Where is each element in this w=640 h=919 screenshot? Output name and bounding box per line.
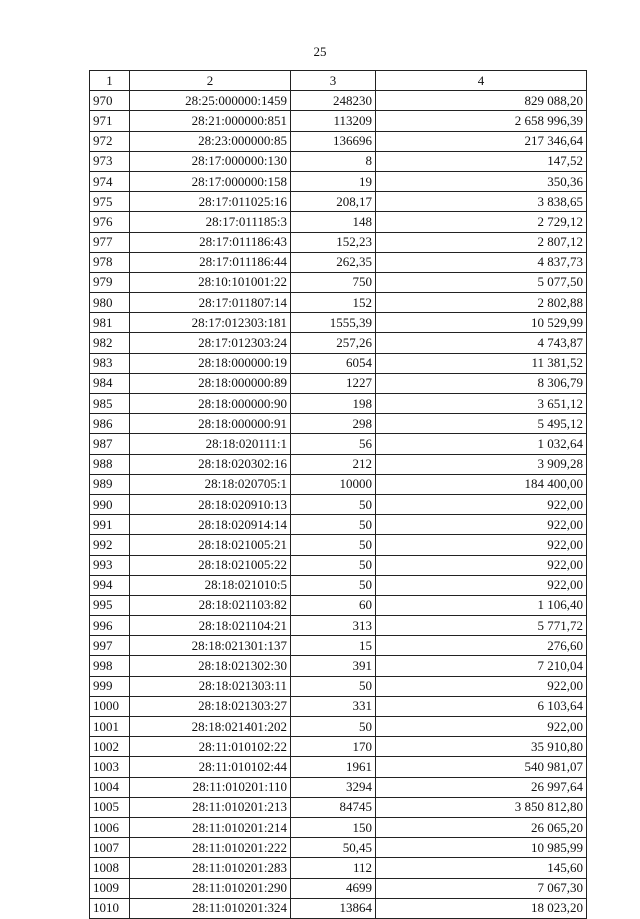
- row-number: 1004: [90, 777, 130, 797]
- table-row: [90, 474, 587, 494]
- area-value: 208,17: [291, 192, 376, 212]
- area-value: 4699: [291, 878, 376, 898]
- table-header-row: [90, 71, 587, 91]
- table-row: [90, 676, 587, 696]
- area-value: 56: [291, 434, 376, 454]
- table-row: [90, 898, 587, 918]
- amount-value: 3 850 812,80: [376, 797, 587, 817]
- row-number: 975: [90, 192, 130, 212]
- table-row: [90, 717, 587, 737]
- row-number: 973: [90, 151, 130, 171]
- amount-value: 2 807,12: [376, 232, 587, 252]
- amount-value: 922,00: [376, 676, 587, 696]
- table-row: [90, 91, 587, 111]
- table-row: [90, 313, 587, 333]
- cadastral-number: 28:18:020705:1: [130, 474, 291, 494]
- amount-value: 35 910,80: [376, 737, 587, 757]
- cadastral-number: 28:18:021005:21: [130, 535, 291, 555]
- cadastral-number: 28:17:012303:24: [130, 333, 291, 353]
- amount-value: 4 837,73: [376, 252, 587, 272]
- row-number: 996: [90, 616, 130, 636]
- area-value: 1555,39: [291, 313, 376, 333]
- row-number: 972: [90, 131, 130, 151]
- row-number: 1003: [90, 757, 130, 777]
- area-value: 113209: [291, 111, 376, 131]
- cadastral-number: 28:17:000000:130: [130, 151, 291, 171]
- amount-value: 922,00: [376, 717, 587, 737]
- table-row: [90, 434, 587, 454]
- cadastral-number: 28:11:010201:213: [130, 797, 291, 817]
- cadastral-number: 28:18:021302:30: [130, 656, 291, 676]
- cadastral-number: 28:11:010201:222: [130, 838, 291, 858]
- row-number: 981: [90, 313, 130, 333]
- amount-value: 7 210,04: [376, 656, 587, 676]
- area-value: 150: [291, 817, 376, 837]
- area-value: 3294: [291, 777, 376, 797]
- row-number: 989: [90, 474, 130, 494]
- cadastral-number: 28:25:000000:1459: [130, 91, 291, 111]
- amount-value: 5 077,50: [376, 272, 587, 292]
- area-value: 262,35: [291, 252, 376, 272]
- table-row: [90, 838, 587, 858]
- cadastral-number: 28:10:101001:22: [130, 272, 291, 292]
- cadastral-number: 28:17:011186:44: [130, 252, 291, 272]
- cadastral-number: 28:18:020910:13: [130, 494, 291, 514]
- cadastral-number: 28:18:021303:11: [130, 676, 291, 696]
- row-number: 1000: [90, 696, 130, 716]
- cadastral-number: 28:18:021005:22: [130, 555, 291, 575]
- table-row: [90, 535, 587, 555]
- cadastral-number: 28:17:011185:3: [130, 212, 291, 232]
- area-value: 50: [291, 494, 376, 514]
- amount-value: 2 658 996,39: [376, 111, 587, 131]
- amount-value: 26 065,20: [376, 817, 587, 837]
- row-number: 987: [90, 434, 130, 454]
- table-row: [90, 171, 587, 191]
- cadastral-number: 28:18:000000:89: [130, 373, 291, 393]
- table-row: [90, 817, 587, 837]
- row-number: 1006: [90, 817, 130, 837]
- amount-value: 10 985,99: [376, 838, 587, 858]
- row-number: 1009: [90, 878, 130, 898]
- row-number: 986: [90, 414, 130, 434]
- column-header-2: 2: [130, 71, 291, 91]
- area-value: 198: [291, 394, 376, 414]
- page-number: 25: [313, 44, 327, 59]
- table-row: [90, 878, 587, 898]
- cadastral-number: 28:18:021010:5: [130, 575, 291, 595]
- amount-value: 922,00: [376, 515, 587, 535]
- row-number: 977: [90, 232, 130, 252]
- cadastral-number: 28:18:020111:1: [130, 434, 291, 454]
- cadastral-number: 28:17:011025:16: [130, 192, 291, 212]
- area-value: 391: [291, 656, 376, 676]
- amount-value: 6 103,64: [376, 696, 587, 716]
- row-number: 988: [90, 454, 130, 474]
- amount-value: 4 743,87: [376, 333, 587, 353]
- cadastral-number: 28:18:021303:27: [130, 696, 291, 716]
- table-row: [90, 353, 587, 373]
- amount-value: 217 346,64: [376, 131, 587, 151]
- amount-value: 8 306,79: [376, 373, 587, 393]
- area-value: 50: [291, 555, 376, 575]
- row-number: 998: [90, 656, 130, 676]
- amount-value: 5 495,12: [376, 414, 587, 434]
- row-number: 991: [90, 515, 130, 535]
- table-row: [90, 373, 587, 393]
- amount-value: 26 997,64: [376, 777, 587, 797]
- amount-value: 2 729,12: [376, 212, 587, 232]
- amount-value: 540 981,07: [376, 757, 587, 777]
- amount-value: 11 381,52: [376, 353, 587, 373]
- table-row: [90, 858, 587, 878]
- land-parcels-table: [89, 70, 587, 919]
- area-value: 50: [291, 575, 376, 595]
- cadastral-number: 28:18:000000:91: [130, 414, 291, 434]
- area-value: 15: [291, 636, 376, 656]
- table-row: [90, 272, 587, 292]
- area-value: 50: [291, 676, 376, 696]
- row-number: 984: [90, 373, 130, 393]
- row-number: 1001: [90, 717, 130, 737]
- area-value: 170: [291, 737, 376, 757]
- row-number: 980: [90, 293, 130, 313]
- area-value: 60: [291, 595, 376, 615]
- area-value: 50: [291, 515, 376, 535]
- row-number: 994: [90, 575, 130, 595]
- row-number: 979: [90, 272, 130, 292]
- row-number: 1005: [90, 797, 130, 817]
- row-number: 1008: [90, 858, 130, 878]
- table-row: [90, 131, 587, 151]
- area-value: 19: [291, 171, 376, 191]
- cadastral-number: 28:18:021401:202: [130, 717, 291, 737]
- amount-value: 147,52: [376, 151, 587, 171]
- area-value: 148: [291, 212, 376, 232]
- row-number: 970: [90, 91, 130, 111]
- amount-value: 922,00: [376, 494, 587, 514]
- amount-value: 18 023,20: [376, 898, 587, 918]
- area-value: 152: [291, 293, 376, 313]
- table-body: [90, 91, 587, 919]
- area-value: 331: [291, 696, 376, 716]
- area-value: 6054: [291, 353, 376, 373]
- table-row: [90, 414, 587, 434]
- row-number: 1007: [90, 838, 130, 858]
- cadastral-number: 28:11:010201:110: [130, 777, 291, 797]
- table-row: [90, 454, 587, 474]
- table-row: [90, 151, 587, 171]
- amount-value: 3 838,65: [376, 192, 587, 212]
- area-value: 10000: [291, 474, 376, 494]
- area-value: 136696: [291, 131, 376, 151]
- cadastral-number: 28:11:010201:324: [130, 898, 291, 918]
- cadastral-number: 28:18:020914:14: [130, 515, 291, 535]
- table-row: [90, 575, 587, 595]
- cadastral-number: 28:17:011186:43: [130, 232, 291, 252]
- table-row: [90, 252, 587, 272]
- table-row: [90, 595, 587, 615]
- amount-value: 3 651,12: [376, 394, 587, 414]
- cadastral-number: 28:18:021104:21: [130, 616, 291, 636]
- row-number: 974: [90, 171, 130, 191]
- area-value: 13864: [291, 898, 376, 918]
- amount-value: 145,60: [376, 858, 587, 878]
- area-value: 298: [291, 414, 376, 434]
- area-value: 112: [291, 858, 376, 878]
- cadastral-number: 28:18:021301:137: [130, 636, 291, 656]
- column-header-3: 3: [291, 71, 376, 91]
- table-row: [90, 232, 587, 252]
- cadastral-number: 28:17:000000:158: [130, 171, 291, 191]
- area-value: 50: [291, 535, 376, 555]
- row-number: 985: [90, 394, 130, 414]
- table-row: [90, 777, 587, 797]
- row-number: 997: [90, 636, 130, 656]
- cadastral-number: 28:23:000000:85: [130, 131, 291, 151]
- table-row: [90, 696, 587, 716]
- area-value: 1227: [291, 373, 376, 393]
- row-number: 1010: [90, 898, 130, 918]
- cadastral-number: 28:11:010102:22: [130, 737, 291, 757]
- cadastral-number: 28:11:010201:290: [130, 878, 291, 898]
- column-header-1: 1: [90, 71, 130, 91]
- amount-value: 1 032,64: [376, 434, 587, 454]
- table-row: [90, 555, 587, 575]
- amount-value: 5 771,72: [376, 616, 587, 636]
- table-row: [90, 494, 587, 514]
- area-value: 313: [291, 616, 376, 636]
- area-value: 84745: [291, 797, 376, 817]
- cadastral-number: 28:18:020302:16: [130, 454, 291, 474]
- column-header-4: 4: [376, 71, 587, 91]
- row-number: 999: [90, 676, 130, 696]
- table-row: [90, 212, 587, 232]
- area-value: 50: [291, 717, 376, 737]
- row-number: 971: [90, 111, 130, 131]
- table-row: [90, 797, 587, 817]
- row-number: 978: [90, 252, 130, 272]
- table-row: [90, 616, 587, 636]
- amount-value: 922,00: [376, 575, 587, 595]
- table-row: [90, 293, 587, 313]
- cadastral-number: 28:18:000000:90: [130, 394, 291, 414]
- table-row: [90, 737, 587, 757]
- amount-value: 3 909,28: [376, 454, 587, 474]
- amount-value: 922,00: [376, 555, 587, 575]
- cadastral-number: 28:18:021103:82: [130, 595, 291, 615]
- table-row: [90, 111, 587, 131]
- row-number: 995: [90, 595, 130, 615]
- row-number: 993: [90, 555, 130, 575]
- area-value: 248230: [291, 91, 376, 111]
- amount-value: 2 802,88: [376, 293, 587, 313]
- amount-value: 184 400,00: [376, 474, 587, 494]
- row-number: 983: [90, 353, 130, 373]
- area-value: 152,23: [291, 232, 376, 252]
- cadastral-number: 28:21:000000:851: [130, 111, 291, 131]
- amount-value: 10 529,99: [376, 313, 587, 333]
- area-value: 1961: [291, 757, 376, 777]
- table-row: [90, 656, 587, 676]
- amount-value: 1 106,40: [376, 595, 587, 615]
- cadastral-number: 28:11:010201:283: [130, 858, 291, 878]
- area-value: 8: [291, 151, 376, 171]
- row-number: 1002: [90, 737, 130, 757]
- table-row: [90, 636, 587, 656]
- table-row: [90, 192, 587, 212]
- row-number: 982: [90, 333, 130, 353]
- cadastral-number: 28:17:012303:181: [130, 313, 291, 333]
- table-row: [90, 757, 587, 777]
- cadastral-number: 28:11:010102:44: [130, 757, 291, 777]
- table-row: [90, 394, 587, 414]
- cadastral-number: 28:17:011807:14: [130, 293, 291, 313]
- area-value: 50,45: [291, 838, 376, 858]
- table-row: [90, 515, 587, 535]
- amount-value: 7 067,30: [376, 878, 587, 898]
- amount-value: 922,00: [376, 535, 587, 555]
- row-number: 990: [90, 494, 130, 514]
- amount-value: 276,60: [376, 636, 587, 656]
- row-number: 976: [90, 212, 130, 232]
- cadastral-number: 28:11:010201:214: [130, 817, 291, 837]
- cadastral-number: 28:18:000000:19: [130, 353, 291, 373]
- area-value: 750: [291, 272, 376, 292]
- amount-value: 350,36: [376, 171, 587, 191]
- area-value: 257,26: [291, 333, 376, 353]
- row-number: 992: [90, 535, 130, 555]
- table-row: [90, 333, 587, 353]
- amount-value: 829 088,20: [376, 91, 587, 111]
- area-value: 212: [291, 454, 376, 474]
